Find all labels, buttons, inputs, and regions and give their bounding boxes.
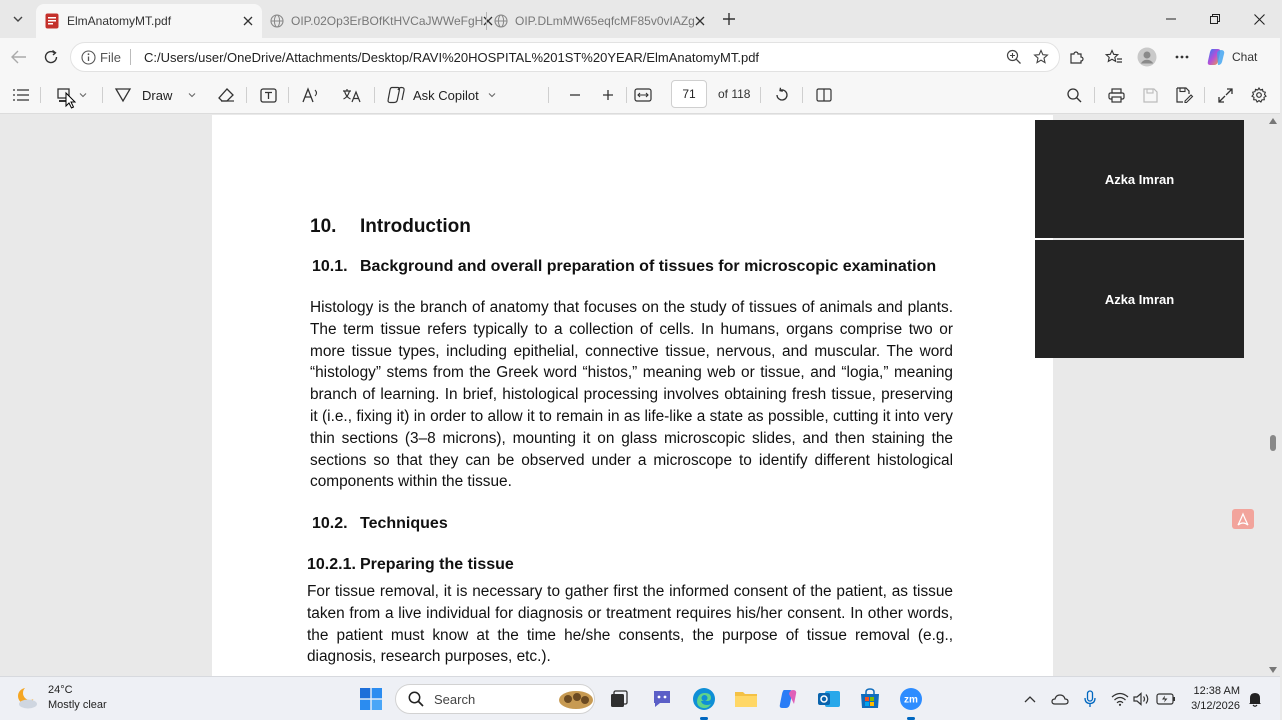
more-options-button[interactable] [1169, 45, 1195, 69]
draw-label: Draw [142, 87, 173, 103]
separator [130, 49, 131, 65]
notifications-icon[interactable] [1245, 689, 1265, 709]
copilot-app-icon[interactable] [773, 684, 803, 714]
tab-strip [0, 0, 1280, 38]
print-button[interactable] [1104, 83, 1128, 107]
subsubsection-number: 10.2.1. [307, 556, 356, 573]
translate-icon [342, 87, 362, 103]
taskbar-clock[interactable] [1186, 684, 1240, 714]
acrobat-icon[interactable] [1232, 509, 1254, 529]
read-aloud-button[interactable] [298, 83, 324, 107]
file-explorer-icon[interactable] [731, 684, 761, 714]
minus-icon [569, 89, 581, 101]
ask-copilot-label: Ask Copilot [413, 87, 479, 103]
chevron-down-icon [188, 91, 196, 99]
separator [626, 87, 627, 103]
participant-name: Azka Imran [1104, 171, 1175, 187]
save-button[interactable] [1138, 83, 1162, 107]
draw-options-button[interactable] [184, 83, 200, 107]
close-window-button[interactable] [1236, 4, 1282, 34]
restore-button[interactable] [1192, 4, 1238, 34]
scroll-down-arrow-icon[interactable] [1269, 667, 1277, 673]
subsection-title: Techniques [360, 515, 448, 532]
tissue-removal-paragraph: For tissue removal, it is necessary to gather first the informed consent of the patient, as tissue taken from a live individual for diagnosis or treatment requires his/her consent. In other words, the patient must know at the time he/she consents, the purpose of tissue removal (e.g., diagnosis, research purposes, etc.). [307, 583, 953, 666]
fit-width-icon [634, 88, 652, 102]
address-row [0, 38, 1280, 76]
separator [760, 87, 761, 103]
zoom-app-icon[interactable] [896, 684, 926, 714]
scroll-up-arrow-icon[interactable] [1269, 118, 1277, 124]
section-number: 10. [310, 216, 337, 237]
tab-title: OIP.DLmMW65eqfcMF85v0vIAZg [515, 14, 695, 28]
close-icon[interactable] [695, 11, 706, 31]
settings-button[interactable] [1247, 83, 1271, 107]
chevron-down-icon [79, 91, 87, 99]
copilot-icon [1206, 47, 1226, 67]
list-icon [13, 89, 29, 101]
more-icon [1175, 55, 1189, 59]
new-tab-button[interactable] [718, 8, 740, 30]
tab-oip-2[interactable] [486, 4, 710, 38]
arrow-left-icon [11, 50, 27, 64]
participant-video-tile[interactable] [1035, 120, 1244, 238]
translate-button[interactable] [339, 83, 365, 107]
favorites-button[interactable] [1101, 45, 1127, 69]
ask-copilot-button[interactable] [386, 83, 500, 107]
plus-icon [722, 12, 736, 26]
chevron-down-icon [12, 13, 24, 25]
weather-widget[interactable] [14, 683, 107, 713]
contents-button[interactable] [9, 83, 33, 107]
save-icon [1143, 88, 1158, 103]
windows-icon [360, 688, 382, 710]
pdf-toolbar [0, 76, 1280, 114]
save-as-button[interactable] [1172, 83, 1196, 107]
restore-icon [1210, 14, 1220, 24]
start-button[interactable] [356, 684, 386, 714]
copilot-outline-icon [386, 86, 406, 104]
print-icon [1108, 88, 1125, 103]
taskbar [0, 676, 1280, 720]
separator [40, 87, 41, 103]
battery-icon[interactable] [1156, 689, 1176, 709]
moon-cloud-icon [14, 685, 40, 711]
pdf-icon [44, 13, 60, 29]
favorites-icon [1105, 49, 1123, 65]
globe-icon [494, 13, 508, 29]
separator [246, 87, 247, 103]
weather-temp: 24°C [48, 684, 73, 696]
info-icon[interactable] [80, 49, 96, 65]
page-number-input[interactable]: 71 [671, 80, 707, 108]
chevron-up-icon [1024, 695, 1036, 703]
url-text[interactable]: C:/Users/user/OneDrive/Attachments/Desktop/RAVI%20HOSPITAL%201ST%20YEAR/ElmAnatomyMT.pdf [143, 49, 760, 65]
tab-elmanatomy[interactable] [36, 4, 262, 38]
separator [1094, 87, 1095, 103]
store-icon[interactable] [855, 684, 885, 714]
svg-text:zm: zm [904, 694, 918, 706]
section-title: Introduction [360, 216, 471, 237]
page-view-icon [816, 88, 832, 102]
participant-video-tile[interactable] [1035, 240, 1244, 358]
avatar-icon [1137, 47, 1157, 67]
onedrive-icon[interactable] [1050, 689, 1070, 709]
subsection-heading [312, 515, 448, 533]
task-view-icon[interactable] [604, 684, 634, 714]
read-aloud-icon [302, 87, 320, 103]
chevron-down-icon [488, 91, 496, 99]
separator [548, 87, 549, 103]
draw-icon [114, 87, 132, 103]
zoom-in-button[interactable] [596, 83, 620, 107]
chat-label: Chat [1232, 50, 1258, 64]
pdf-page [212, 115, 1053, 695]
tab-title: ElmAnatomyMT.pdf [67, 14, 172, 28]
volume-icon[interactable] [1132, 689, 1152, 709]
scheme-label: File [100, 49, 121, 65]
profile-button[interactable] [1134, 45, 1160, 69]
search-highlight-icon [556, 684, 596, 714]
subsection-heading [312, 258, 936, 276]
separator [1204, 87, 1205, 103]
erase-button[interactable] [214, 83, 238, 107]
clock-time: 12:38 AM [1193, 685, 1240, 697]
eraser-icon [217, 87, 235, 103]
add-text-button[interactable] [256, 83, 280, 107]
address-bar[interactable] [70, 42, 1060, 72]
tab-oip-1[interactable] [262, 4, 486, 38]
vertical-scrollbar[interactable] [1266, 115, 1280, 676]
search-label: Search [434, 691, 476, 707]
rotate-button[interactable] [770, 83, 794, 107]
minimize-icon [1166, 14, 1176, 24]
separator [288, 87, 289, 103]
draw-button[interactable] [114, 83, 176, 107]
tab-actions-button[interactable] [6, 7, 30, 31]
page-view-button[interactable] [812, 83, 836, 107]
zoom-out-button[interactable] [563, 83, 587, 107]
back-button[interactable] [6, 45, 32, 69]
copilot-chat-button[interactable] [1206, 44, 1257, 70]
section-heading [310, 216, 471, 238]
subsection-number: 10.2. [312, 515, 348, 532]
clock-date: 3/12/2026 [1191, 700, 1240, 712]
outlook-icon[interactable] [814, 684, 844, 714]
subsubsection-title: Preparing the tissue [360, 556, 514, 573]
wifi-icon[interactable] [1110, 689, 1130, 709]
search-icon [408, 691, 424, 707]
puzzle-icon [1068, 49, 1084, 65]
fullscreen-button[interactable] [1213, 83, 1237, 107]
page-count: of 118 [718, 87, 751, 101]
chat-app-icon[interactable] [647, 684, 677, 714]
subsubsection-heading [307, 556, 514, 574]
weather-desc: Mostly clear [48, 699, 107, 711]
close-icon [1254, 14, 1265, 25]
separator [102, 87, 103, 103]
subsection-number: 10.1. [312, 258, 348, 275]
separator [802, 87, 803, 103]
fit-to-width-button[interactable] [631, 83, 655, 107]
refresh-icon [43, 49, 59, 65]
close-icon[interactable] [238, 11, 258, 31]
save-as-icon [1176, 87, 1193, 103]
subsection-title: Background and overall preparation of tissues for microscopic examination [360, 258, 937, 275]
expand-icon [1218, 88, 1233, 103]
search-icon [1067, 88, 1082, 103]
edge-browser-icon[interactable] [689, 684, 719, 714]
refresh-button[interactable] [38, 45, 64, 69]
plus-icon [602, 89, 614, 101]
scrollbar-thumb[interactable] [1270, 435, 1276, 451]
rotate-icon [774, 87, 790, 103]
zoom-icon[interactable] [1002, 45, 1026, 69]
microphone-icon[interactable] [1080, 689, 1100, 709]
mouse-cursor-icon [65, 92, 77, 108]
separator [374, 87, 375, 103]
gear-icon [1251, 87, 1267, 103]
globe-icon [270, 13, 284, 29]
find-button[interactable] [1062, 83, 1086, 107]
participant-name: Azka Imran [1104, 291, 1175, 307]
minimize-button[interactable] [1148, 4, 1194, 34]
extensions-button[interactable] [1063, 45, 1089, 69]
histology-paragraph: Histology is the branch of anatomy that focuses on the study of tissues of animals and plants. The term tissue refers typically to a collection of cells. In humans, organs comprise two or more tissue types, including epithelial, connective tissue, nervous, and muscular. The word “histology” stems from the Greek word “histos,” meaning web or tissue, and “logia,” meaning branch of learning. In brief, histological processing involves obtaining fresh tissue, preserving it (i.e., fixing it) in order to allow it to remain in as life-like a state as possible, cutting it into very thin sections (3–8 microns), mounting it on glass microscopic slides, and then staining the sections so that they can be observed under a microscope to identify different histological components within the tissue. [310, 299, 953, 491]
favorite-star-icon[interactable] [1029, 45, 1053, 69]
text-box-icon [260, 88, 277, 103]
show-hidden-icons-button[interactable] [1020, 689, 1040, 709]
tab-title: OIP.02Op3ErBOfKtHVCaJWWeFgH [291, 14, 484, 28]
